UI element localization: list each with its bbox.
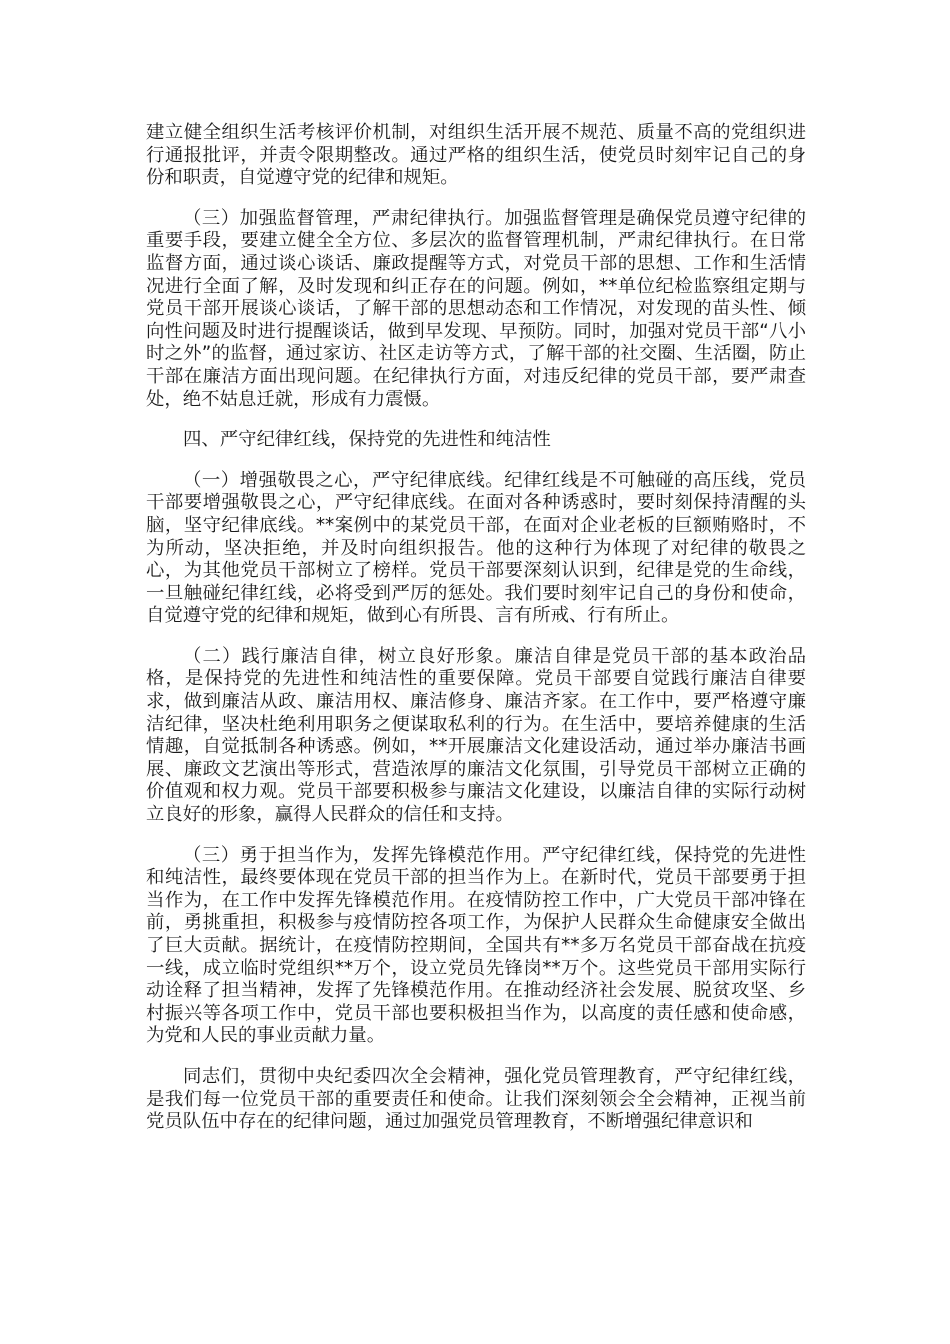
paragraph-responsibility: （三）勇于担当作为，发挥先锋模范作用。严守纪律红线，保持党的先进性和纯洁性，最终要体现在党员干部的担当作为上。在新时代，党员干部要勇于担当作为，在工作中发挥先锋模范作用。在疫情防控工作中，广大党员干部冲锋在前，勇挑重担，积极参与疫情防控各项工作，为保护人民群众生命健康安全做出了巨大贡献。据统计，在疫情防控期间，全国共有**多万名党员干部奋战在抗疫一线，成立临时党组织**万个，设立党员先锋岗**万个。这些党员干部用实际行动诠释了担当精神，发挥了先锋模范作用。在推动经济社会发展、脱贫攻坚、乡村振兴等各项工作中，党员干部也要积极担当作为，以高度的责任感和使命感，为党和人民的事业贡献力量。 bbox=[146, 844, 806, 1047]
paragraph-closing: 同志们，贯彻中央纪委四次全会精神，强化党员管理教育，严守纪律红线，是我们每一位党员干部的重要责任和使命。让我们深刻领会全会精神，正视当前党员队伍中存在的纪律问题，通过加强党员管理教育，不断增强纪律意识和 bbox=[146, 1065, 806, 1133]
paragraph-supervision: （三）加强监督管理，严肃纪律执行。加强监督管理是确保党员遵守纪律的重要手段，要建立健全全方位、多层次的监督管理机制，严肃纪律执行。在日常监督方面，通过谈心谈话、廉政提醒等方式，对党员干部的思想、工作和生活情况进行全面了解，及时发现和纠正存在的问题。例如，**单位纪检监察组定期与党员干部开展谈心谈话，了解干部的思想动态和工作情况，对发现的苗头性、倾向性问题及时进行提醒谈话，做到早发现、早预防。同时，加强对党员干部“八小时之外”的监督，通过家访、社区走访等方式，了解干部的社交圈、生活圈，防止干部在廉洁方面出现问题。在纪律执行方面，对违反纪律的党员干部，要严肃查处，绝不姑息迁就，形成有力震慑。 bbox=[146, 207, 806, 410]
document-page bbox=[146, 122, 806, 1134]
paragraph-awe: （一）增强敬畏之心，严守纪律底线。纪律红线是不可触碰的高压线，党员干部要增强敬畏之心，严守纪律底线。在面对各种诱惑时，要时刻保持清醒的头脑，坚守纪律底线。**案例中的某党员干部，在面对企业老板的巨额贿赂时，不为所动，坚决拒绝，并及时向组织报告。他的这种行为体现了对纪律的敬畏之心，为其他党员干部树立了榜样。党员干部要深刻认识到，纪律是党的生命线，一旦触碰纪律红线，必将受到严厉的惩处。我们要时刻牢记自己的身份和使命，自觉遵守党的纪律和规矩，做到心有所畏、言有所戒、行有所止。 bbox=[146, 469, 806, 627]
paragraph-continuation: 建立健全组织生活考核评价机制，对组织生活开展不规范、质量不高的党组织进行通报批评，并责令限期整改。通过严格的组织生活，使党员时刻牢记自己的身份和职责，自觉遵守党的纪律和规矩。 bbox=[146, 122, 806, 189]
section-heading: 四、严守纪律红线，保持党的先进性和纯洁性 bbox=[183, 429, 551, 451]
paragraph-integrity: （二）践行廉洁自律，树立良好形象。廉洁自律是党员干部的基本政治品格，是保持党的先进性和纯洁性的重要保障。党员干部要自觉践行廉洁自律要求，做到廉洁从政、廉洁用权、廉洁修身、廉洁齐家。在工作中，要严格遵守廉洁纪律，坚决杜绝利用职务之便谋取私利的行为。在生活中，要培养健康的生活情趣，自觉抵制各种诱惑。例如，**开展廉洁文化建设活动，通过举办廉洁书画展、廉政文艺演出等形式，营造浓厚的廉洁文化氛围，引导党员干部树立正确的价值观和权力观。党员干部要积极参与廉洁文化建设，以廉洁自律的实际行动树立良好的形象，赢得人民群众的信任和支持。 bbox=[146, 645, 806, 826]
